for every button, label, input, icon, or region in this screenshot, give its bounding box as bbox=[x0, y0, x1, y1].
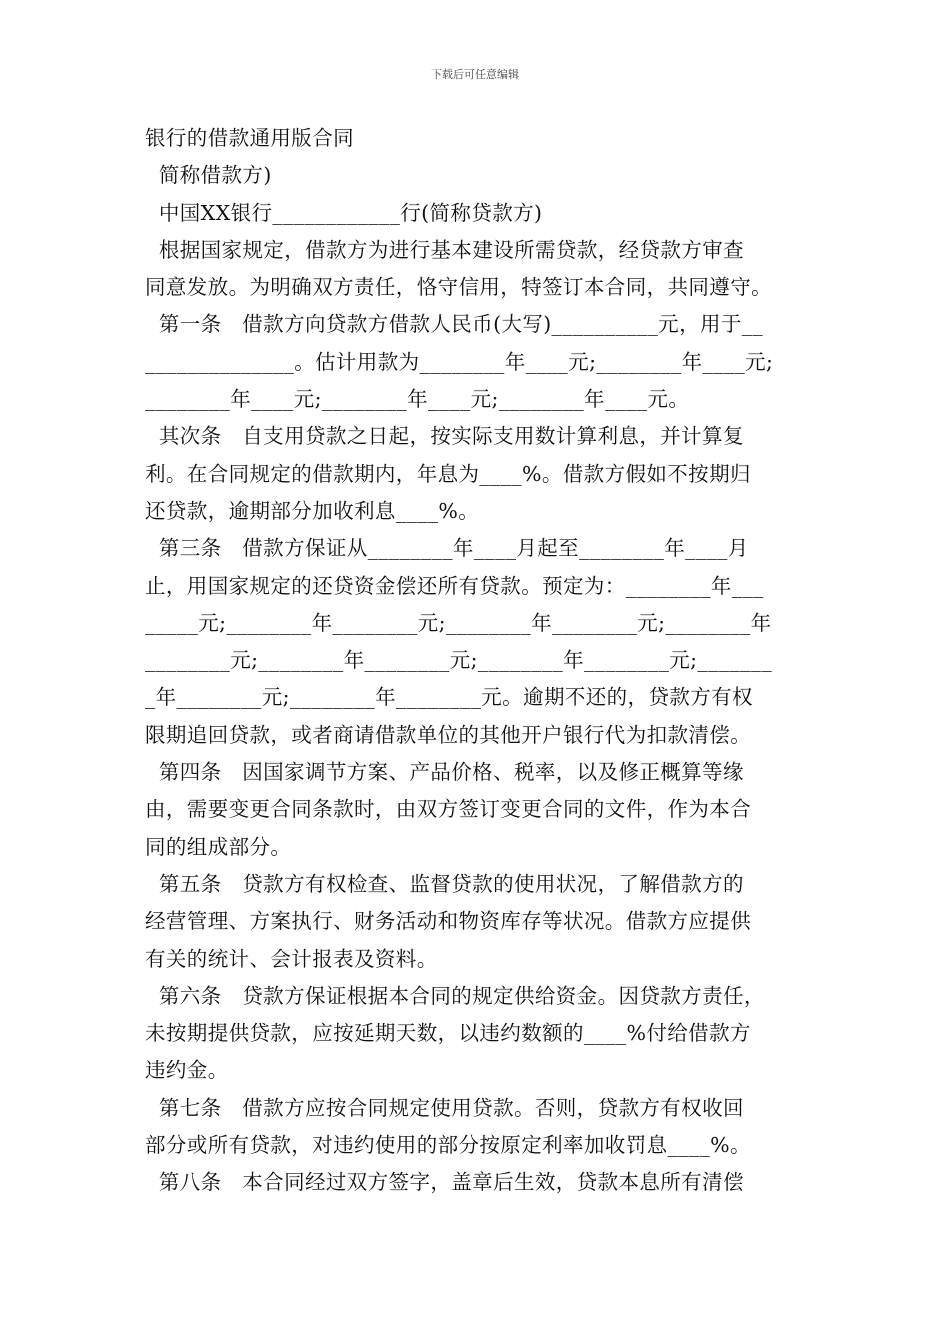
text-line: 同意发放。为明确双方责任，恪守信用，特签订本合同，共同遵守。 bbox=[145, 275, 772, 300]
text-line: 有关的统计、会计报表及资料。 bbox=[145, 946, 438, 971]
document-title: 银行的借款通用版合同 bbox=[145, 126, 354, 150]
text-line: 未按期提供贷款，应按延期天数，以违约数额的____%付给借款方 bbox=[145, 1021, 751, 1046]
text-line: 第三条 借款方保证从________年____月起至________年____月 bbox=[145, 536, 749, 561]
text-line: _年________元;________年________元。逾期不还的，贷款方有权 bbox=[145, 685, 753, 710]
text-line: 第一条 借款方向贷款方借款人民币(大写)__________元，用于__ bbox=[145, 312, 764, 337]
text-line: _____元;________年________元;________年________元;________年 bbox=[145, 610, 772, 635]
text-line: 经营管理、方案执行、财务活动和物资库存等状况。借款方应提供 bbox=[145, 909, 752, 934]
text-line: 根据国家规定，借款方为进行基本建设所需贷款，经贷款方审查 bbox=[145, 237, 745, 262]
text-line: 第八条 本合同经过双方签字，盖章后生效，贷款本息所有清偿 bbox=[145, 1170, 744, 1195]
text-line: 止，用国家规定的还贷资金偿还所有贷款。预定为：________年___ bbox=[145, 573, 764, 598]
text-line: 第四条 因国家调节方案、产品价格、税率，以及修正概算等缘 bbox=[145, 760, 744, 785]
text-line: 违约金。 bbox=[145, 1058, 229, 1083]
text-line: 同的组成部分。 bbox=[145, 834, 292, 859]
text-line: 利。在合同规定的借款期内，年息为____%。借款方假如不按期归 bbox=[145, 461, 751, 486]
text-line: 简称借款方) bbox=[145, 163, 272, 188]
text-line: 第七条 借款方应按合同规定使用贷款。否则，贷款方有权收回 bbox=[145, 1095, 744, 1120]
text-line: 中国XX银行____________行(简称贷款方) bbox=[145, 200, 543, 225]
text-line: ______________。估计用款为________年____元;________年____元; bbox=[145, 349, 774, 374]
document-body bbox=[145, 120, 811, 1202]
text-line: 限期追回贷款，或者商请借款单位的其他开户银行代为扣款清偿。 bbox=[145, 722, 752, 747]
text-line: 由，需要变更合同条款时，由双方签订变更合同的文件，作为本合 bbox=[145, 797, 752, 822]
text-line: 其次条 自支用贷款之日起，按实际支用数计算利息，并计算复 bbox=[145, 424, 744, 449]
text-line: 部分或所有贷款，对违约使用的部分按原定利率加收罚息____%。 bbox=[145, 1133, 751, 1158]
text-line: ________元;________年________元;________年________元;_______ bbox=[145, 648, 772, 673]
text-line: ________年____元;________年____元;________年____元。 bbox=[145, 387, 690, 412]
text-line: 第五条 贷款方有权检查、监督贷款的使用状况，了解借款方的 bbox=[145, 871, 744, 896]
text-line: 第六条 贷款方保证根据本合同的规定供给资金。因贷款方责任， bbox=[145, 983, 765, 1008]
page-header: 下载后可任意编辑 bbox=[431, 68, 519, 81]
text-line: 还贷款，逾期部分加收利息____%。 bbox=[145, 498, 480, 523]
